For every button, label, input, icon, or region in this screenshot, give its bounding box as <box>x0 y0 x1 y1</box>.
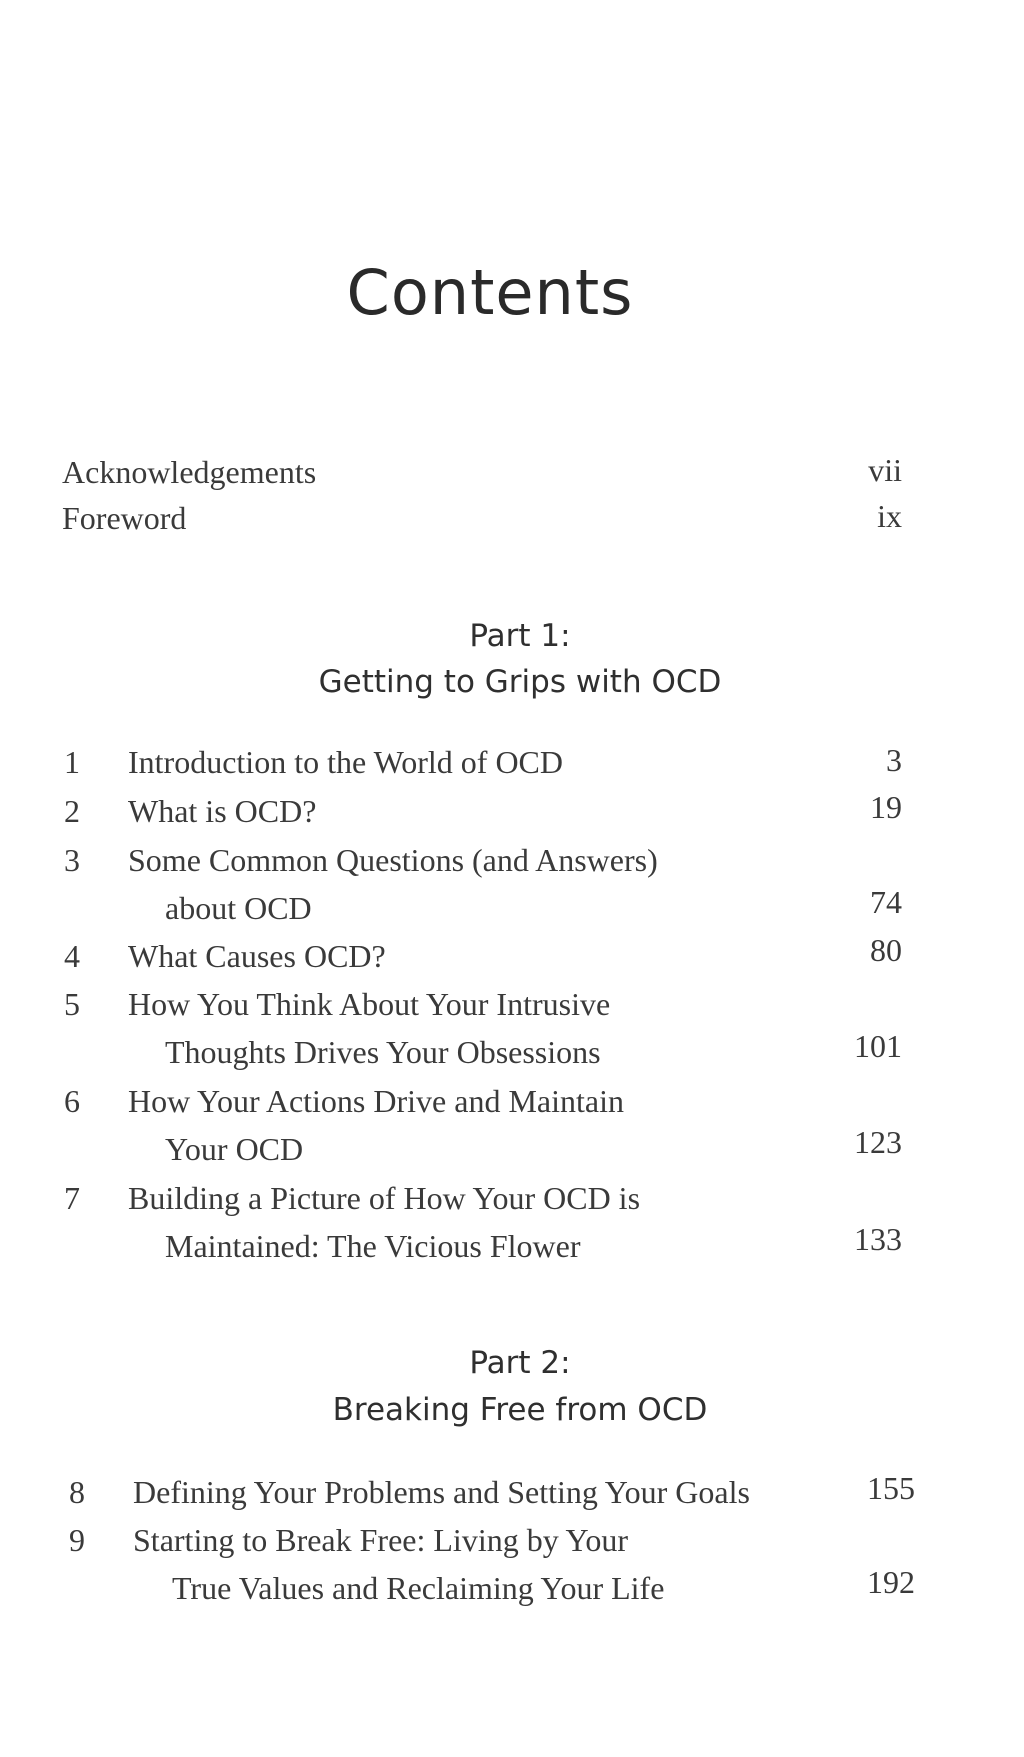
chapter-number: 9 <box>69 1522 85 1558</box>
chapter-number: 5 <box>64 986 80 1022</box>
chapter-title-continued: Maintained: The Vicious Flower <box>165 1228 581 1264</box>
page-title: Contents <box>346 256 634 329</box>
chapter-page: 19 <box>870 789 902 825</box>
chapter-title: What is OCD? <box>128 793 317 829</box>
part-heading: Part 2: <box>469 1345 571 1381</box>
front-matter-page: vii <box>868 452 902 488</box>
chapter-title: Building a Picture of How Your OCD is <box>128 1180 641 1216</box>
chapter-page: 101 <box>854 1028 902 1064</box>
chapter-title-continued: Thoughts Drives Your Obsessions <box>165 1034 601 1070</box>
chapter-title-continued: True Values and Reclaiming Your Life <box>172 1570 665 1606</box>
chapter-title-continued: about OCD <box>165 890 312 926</box>
chapter-title: How Your Actions Drive and Maintain <box>128 1083 624 1119</box>
chapter-page: 123 <box>854 1124 902 1160</box>
chapter-title: Some Common Questions (and Answers) <box>128 842 658 878</box>
chapter-number: 7 <box>64 1180 80 1216</box>
part-subtitle: Breaking Free from OCD <box>332 1392 708 1428</box>
chapter-title-continued: Your OCD <box>165 1131 304 1167</box>
chapter-number: 4 <box>64 938 80 974</box>
chapter-number: 3 <box>64 842 80 878</box>
chapter-page: 155 <box>867 1470 915 1506</box>
chapter-page: 133 <box>854 1221 902 1257</box>
chapter-title: How You Think About Your Intrusive <box>128 986 611 1022</box>
chapter-title: Defining Your Problems and Setting Your Goals <box>133 1474 750 1510</box>
part-heading: Part 1: <box>469 618 571 654</box>
chapter-number: 6 <box>64 1083 80 1119</box>
chapter-title: Starting to Break Free: Living by Your <box>133 1522 629 1558</box>
part-subtitle: Getting to Grips with OCD <box>318 664 722 700</box>
chapter-page: 192 <box>867 1564 915 1600</box>
chapter-title: Introduction to the World of OCD <box>128 744 563 780</box>
chapter-number: 8 <box>69 1474 85 1510</box>
front-matter-label: Acknowledgements <box>62 454 317 490</box>
chapter-page: 3 <box>886 742 902 778</box>
front-matter-label: Foreword <box>62 500 187 536</box>
chapter-title: What Causes OCD? <box>128 938 386 974</box>
chapter-page: 74 <box>870 884 902 920</box>
front-matter-page: ix <box>877 498 902 534</box>
chapter-number: 2 <box>64 793 80 829</box>
chapter-page: 80 <box>870 932 902 968</box>
chapter-number: 1 <box>64 744 80 780</box>
